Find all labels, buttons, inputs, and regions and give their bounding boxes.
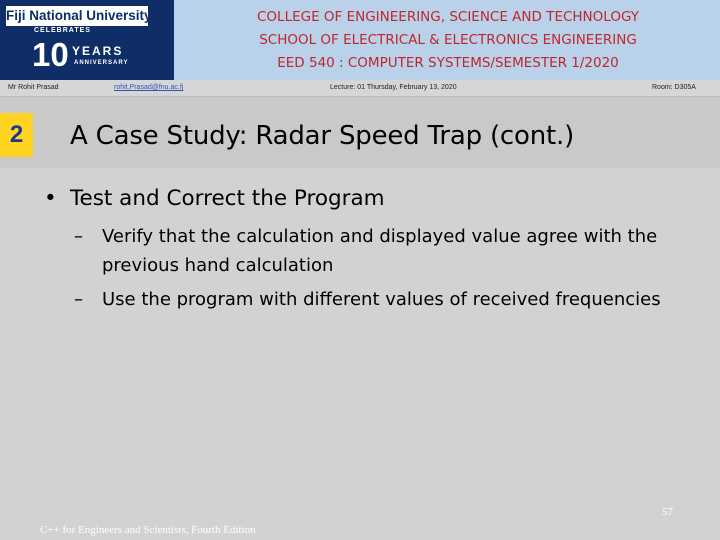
logo-university-name: Fiji National University	[6, 6, 148, 26]
logo-number: 10	[32, 36, 69, 73]
room-label: Room: D305A	[652, 84, 696, 91]
logo-celebrates: CELEBRATES	[34, 27, 91, 34]
lecture-info-bar	[0, 80, 720, 97]
slide-header	[0, 0, 720, 80]
university-logo	[0, 0, 174, 80]
page-number: 57	[662, 506, 673, 518]
school-line: SCHOOL OF ELECTRICAL & ELECTRONICS ENGINEERING	[259, 32, 637, 48]
lecture-date: Lecture: 01 Thursday, February 13, 2020	[330, 84, 457, 91]
slide-title: A Case Study: Radar Speed Trap (cont.)	[70, 121, 575, 151]
lecturer-email-link[interactable]: rohit.Prasad@fnu.ac.fj	[114, 84, 184, 91]
logo-anniversary: ANNIVERSARY	[74, 60, 129, 66]
lecturer-name: Mr Rohit Prasad	[8, 84, 59, 91]
bullet-text: Test and Correct the Program	[70, 186, 385, 211]
slide-badge: 2	[0, 113, 33, 157]
subbullet-marker: –	[74, 226, 83, 247]
college-heading	[188, 6, 708, 75]
subbullet-text: Verify that the calculation and displayed value agree with the previous hand calculation	[102, 226, 658, 276]
bullet-marker: •	[44, 186, 57, 211]
logo-years: YEARS	[72, 44, 124, 58]
course-line: EED 540 : COMPUTER SYSTEMS/SEMESTER 1/2020	[277, 55, 619, 71]
subbullet-text: Use the program with different values of received frequencies	[102, 289, 661, 310]
subbullet-marker: –	[74, 289, 83, 310]
college-line: COLLEGE OF ENGINEERING, SCIENCE AND TECHNOLOGY	[257, 9, 639, 25]
footer-book-title: C++ for Engineers and Scientists, Fourth Edition	[40, 524, 256, 536]
